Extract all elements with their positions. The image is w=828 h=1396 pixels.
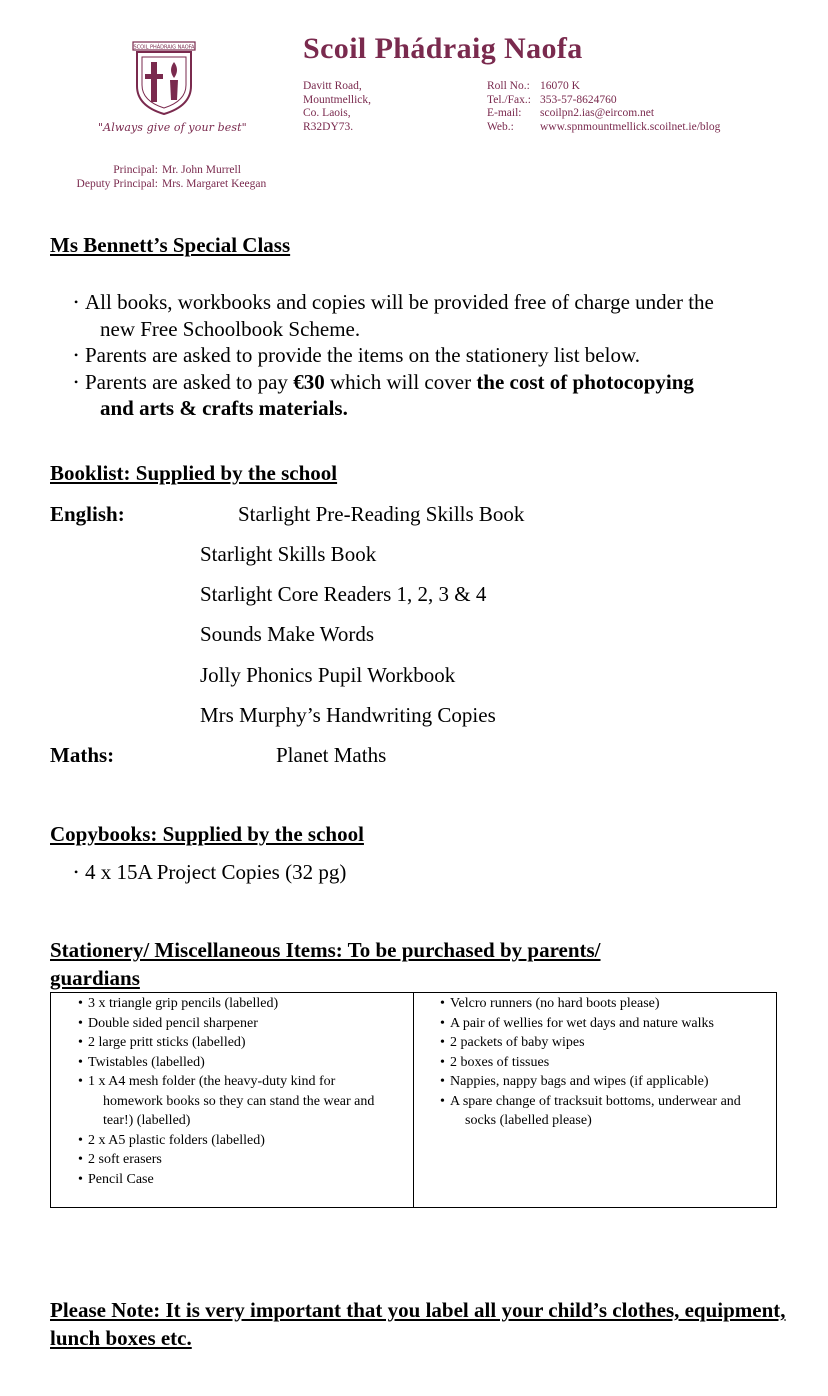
bullet-icon: •: [440, 1015, 445, 1031]
list-item: [74, 369, 794, 422]
bullet-text-continued: new Free Schoolbook Scheme.: [100, 316, 361, 341]
book-title: Jolly Phonics Pupil Workbook: [200, 663, 456, 687]
bullet-icon: •: [74, 865, 79, 879]
bullet-icon: •: [78, 1054, 83, 1070]
list-item: [440, 1072, 770, 1092]
class-heading: Ms Bennett’s Special Class: [50, 233, 291, 257]
item-text: Nappies, nappy bags and wipes (if applicable): [450, 1074, 709, 1089]
stationery-heading-continued: guardians: [50, 966, 140, 990]
list-item: [78, 1053, 405, 1073]
booklist-heading: Booklist: Supplied by the school: [50, 461, 338, 485]
bullet-icon: •: [78, 996, 83, 1011]
bullet-icon: •: [78, 1035, 83, 1050]
school-motto: "Always give of your best": [98, 121, 247, 134]
item-text-continued: socks (labelled please): [465, 1113, 592, 1128]
bullet-icon: •: [78, 1015, 83, 1031]
bullet-icon: •: [440, 1074, 445, 1089]
important-note: Please Note: It is very important that you label all your child’s clothes, equipment, lunch boxes etc.: [50, 1298, 786, 1350]
item-text: 1 x A4 mesh folder (the heavy-duty kind for: [88, 1074, 336, 1089]
principal-name: Mr. John Murrell: [162, 164, 241, 176]
list-item: [440, 1092, 770, 1131]
deputy-principal-name: Mrs. Margaret Keegan: [162, 178, 267, 190]
phone-label: Tel./Fax.:: [487, 93, 531, 106]
stationery-column-right: [414, 993, 776, 1207]
school-crest-logo: [131, 40, 197, 116]
school-staff: [62, 163, 266, 191]
list-item: [74, 859, 794, 886]
list-item: [78, 1150, 405, 1170]
book-title: Planet Maths: [276, 743, 387, 767]
list-item: [78, 1014, 405, 1034]
item-text: 2 soft erasers: [88, 1152, 162, 1167]
bullet-icon: •: [74, 348, 79, 362]
list-item: [78, 1072, 405, 1131]
item-text-continued: tear!) (labelled): [103, 1113, 191, 1128]
list-item: [440, 994, 770, 1014]
bullet-text-bold: the cost of photocopying: [476, 369, 694, 394]
email-label: E-mail:: [487, 107, 522, 119]
maths-label: Maths:: [50, 743, 115, 767]
crest-text: SCOIL PHÁDRAIG NAOFA: [133, 44, 195, 51]
bullet-text: All books, workbooks and copies will be provided free of charge under the: [85, 290, 714, 314]
bullet-icon: •: [440, 996, 445, 1011]
item-text: A pair of wellies for wet days and nature walks: [450, 1015, 714, 1031]
stationery-column-left: [51, 993, 414, 1207]
book-title: Mrs Murphy’s Handwriting Copies: [200, 703, 496, 727]
bullet-text: Parents are asked to provide the items on the stationery list below.: [85, 343, 641, 367]
email-address: scoilpn2.ias@eircom.net: [540, 107, 655, 119]
bullet-text: 4 x 15A Project Copies (32 pg): [85, 860, 347, 884]
item-text: 2 boxes of tissues: [450, 1054, 550, 1070]
copybooks-list: [74, 859, 794, 886]
address-line: Davitt Road,: [303, 80, 362, 92]
principal-label: Principal:: [113, 164, 158, 176]
bullet-icon: •: [440, 1093, 445, 1109]
item-text: 2 large pritt sticks (labelled): [88, 1035, 246, 1050]
address-line: R32DY73.: [303, 120, 354, 133]
roll-number: 16070 K: [540, 80, 580, 92]
list-item: [78, 1033, 405, 1053]
bullet-text: Parents are asked to pay: [85, 369, 294, 394]
list-item: [74, 289, 794, 342]
list-item: [440, 1053, 770, 1073]
list-item: [440, 1033, 770, 1053]
bullet-icon: •: [78, 1074, 83, 1089]
bullet-text-continued: and arts & crafts materials.: [100, 396, 348, 420]
list-item: [78, 1170, 405, 1190]
bullet-icon: •: [78, 1132, 83, 1148]
list-item: [74, 342, 794, 369]
item-text: 2 packets of baby wipes: [450, 1035, 585, 1050]
bullet-icon: •: [440, 1054, 445, 1070]
fee-amount: €30: [293, 369, 325, 394]
book-title: Starlight Skills Book: [200, 542, 377, 566]
school-contact-details: [487, 80, 720, 134]
list-item: [78, 1131, 405, 1151]
english-label: English:: [50, 502, 125, 526]
item-text: 2 x A5 plastic folders (labelled): [88, 1132, 265, 1148]
bullet-icon: •: [440, 1035, 445, 1050]
item-text: Double sided pencil sharpener: [88, 1015, 258, 1031]
stationery-table: [50, 992, 777, 1208]
roll-label: Roll No.:: [487, 80, 530, 92]
address-line: Co. Laois,: [303, 107, 351, 119]
intro-bullet-list: [74, 289, 794, 422]
copybooks-heading: Copybooks: Supplied by the school: [50, 822, 364, 846]
bullet-icon: •: [78, 1152, 83, 1167]
deputy-principal-label: Deputy Principal:: [76, 178, 158, 190]
item-text: A spare change of tracksuit bottoms, underwear and: [450, 1093, 741, 1109]
bullet-icon: •: [74, 374, 79, 389]
bullet-text: which will cover: [324, 369, 477, 394]
item-text: Twistables (labelled): [88, 1054, 205, 1070]
item-text: 3 x triangle grip pencils (labelled): [88, 996, 279, 1011]
bullet-icon: •: [74, 295, 79, 309]
item-text-continued: homework books so they can stand the wear and: [103, 1093, 375, 1109]
web-address: www.spnmountmellick.scoilnet.ie/blog: [540, 120, 721, 133]
address-line: Mountmellick,: [303, 93, 372, 106]
list-item: [440, 1014, 770, 1034]
school-name: Scoil Phádraig Naofa: [303, 32, 583, 65]
book-title: Starlight Core Readers 1, 2, 3 & 4: [200, 582, 487, 606]
bullet-icon: •: [78, 1171, 83, 1187]
book-title: Starlight Pre-Reading Skills Book: [238, 502, 525, 526]
item-text: Velcro runners (no hard boots please): [450, 996, 660, 1011]
book-title: Sounds Make Words: [200, 622, 375, 646]
item-text: Pencil Case: [88, 1171, 154, 1187]
stationery-heading: Stationery/ Miscellaneous Items: To be purchased by parents/: [50, 938, 601, 962]
school-address: [303, 80, 371, 134]
list-item: [78, 994, 405, 1014]
phone-number: 353-57-8624760: [540, 93, 617, 106]
web-label: Web.:: [487, 120, 514, 133]
